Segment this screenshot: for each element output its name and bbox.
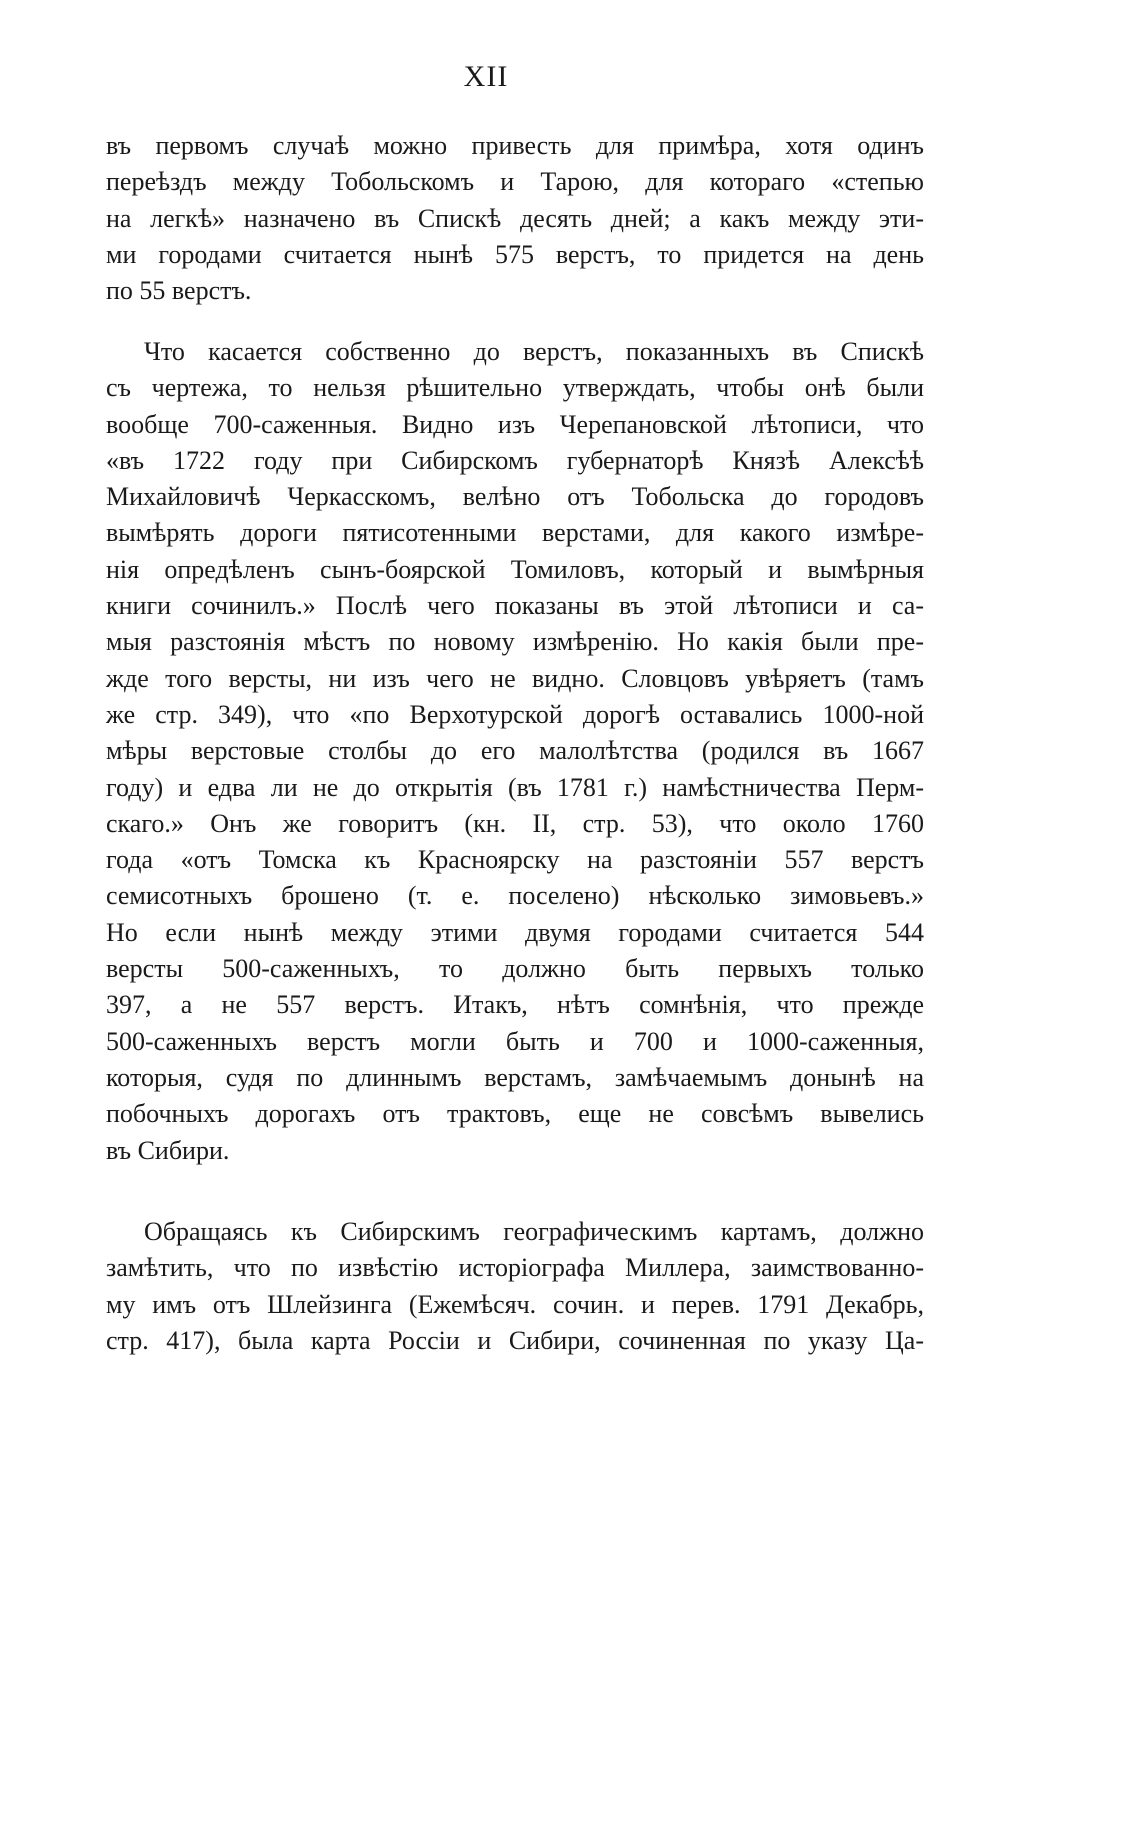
text-line: стр. 417), была карта Россіи и Сибири, сочиненная по указу Ца-: [106, 1325, 924, 1355]
text-line: нія опредѣленъ сынъ-боярской Томиловъ, который и вымѣрныя: [106, 554, 924, 584]
page-number: XII: [463, 60, 509, 93]
text-line: Михайловичѣ Черкасскомъ, велѣно отъ Тобольска до городовъ: [106, 482, 924, 512]
text-line: книги сочинилъ.» Послѣ чего показаны въ этой лѣтописи и са-: [106, 591, 924, 621]
text-line: му имъ отъ Шлейзинга (Ежемѣсяч. сочин. и перев. 1791 Декабрь,: [106, 1289, 924, 1319]
text-line: 397, а не 557 верстъ. Итакъ, нѣтъ сомнѣнія, что прежде: [106, 990, 924, 1020]
text-line: версты 500-саженныхъ, то должно быть первыхъ только: [106, 954, 924, 984]
text-line: въ первомъ случаѣ можно привесть для примѣра, хотя одинъ: [106, 131, 924, 160]
text-line: семисотныхъ брошено (т. е. поселено) нѣсколько зимовьевъ.»: [106, 881, 924, 911]
text-line: года «отъ Томска къ Красноярску на разстояніи 557 верстъ: [106, 845, 924, 875]
text-line: побочныхъ дорогахъ отъ трактовъ, еще не совсѣмъ вывелись: [106, 1099, 924, 1129]
text-line: замѣтить, что по извѣстію исторіографа Миллера, заимствованно-: [106, 1253, 924, 1283]
text-line: вообще 700-саженныя. Видно изъ Черепановской лѣтописи, что: [106, 409, 924, 439]
text-line: Что касается собственно до верстъ, показанныхъ въ Спискѣ: [144, 337, 924, 366]
paragraph-1: [106, 128, 924, 309]
text-line: Обращаясь къ Сибирскимъ географическимъ картамъ, должно: [144, 1217, 924, 1246]
text-line: на легкѣ» назначено въ Спискѣ десять дней; а какъ между эти-: [106, 203, 924, 233]
text-line: съ чертежа, то нельзя рѣшительно утверждать, чтобы онѣ были: [106, 373, 924, 403]
text-line: скаго.» Онъ же говоритъ (кн. II, стр. 53), что около 1760: [106, 808, 924, 838]
text-line: году) и едва ли не до открытія (въ 1781 г.) намѣстничества Перм-: [106, 772, 924, 802]
text-line: ми городами считается нынѣ 575 верстъ, то придется на день: [106, 239, 924, 269]
text-line: мыя разстоянія мѣстъ по новому измѣренію. Но какія были пре-: [106, 627, 924, 657]
text-line: переѣздъ между Тобольскомъ и Тарою, для котораго «степью: [106, 167, 924, 197]
text-line: по 55 верстъ.: [106, 276, 252, 306]
text-line: мѣры верстовые столбы до его малолѣтства (родился въ 1667: [106, 736, 924, 766]
text-line: Но если нынѣ между этими двумя городами считается 544: [106, 917, 924, 947]
text-line: въ Сибири.: [106, 1135, 230, 1165]
text-line: жде того версты, ни изъ чего не видно. Словцовъ увѣряетъ (тамъ: [106, 663, 924, 693]
paragraph-2: [106, 334, 924, 1169]
text-line: вымѣрять дороги пятисотенными верстами, для какого измѣре-: [106, 518, 924, 548]
paragraph-3: [106, 1214, 924, 1359]
text-line: которыя, судя по длиннымъ верстамъ, замѣчаемымъ донынѣ на: [106, 1062, 924, 1092]
text-line: «въ 1722 году при Сибирскомъ губернаторѣ Князѣ Алексѣѣ: [106, 445, 924, 475]
text-line: же стр. 349), что «по Верхотурской дорогѣ оставались 1000-ной: [106, 699, 924, 729]
text-line: 500-саженныхъ верстъ могли быть и 700 и 1000-саженныя,: [106, 1026, 924, 1056]
